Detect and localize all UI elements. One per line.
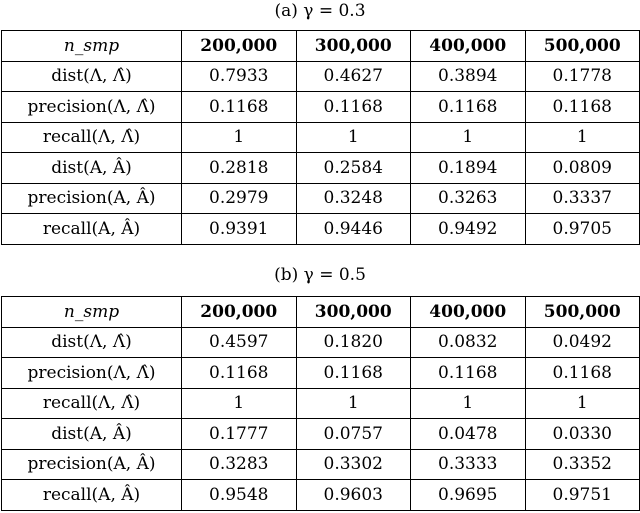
table-row — [2, 92, 640, 123]
value-cell: 0.3352 — [525, 449, 640, 480]
results-table-a — [1, 30, 640, 245]
table-row — [2, 419, 640, 450]
value-cell: 0.0478 — [411, 419, 526, 450]
row-label: recall(A, Â) — [2, 480, 182, 511]
value-cell: 0.2979 — [182, 183, 297, 214]
value-cell: 0.3894 — [411, 61, 526, 92]
table-a-caption: (a) γ = 0.3 — [274, 1, 366, 21]
table-row — [2, 183, 640, 214]
value-cell: 1 — [525, 122, 640, 153]
value-cell: 0.3263 — [411, 183, 526, 214]
results-table-b — [1, 296, 640, 511]
table-row — [2, 388, 640, 419]
value-cell: 0.0757 — [296, 419, 411, 450]
table-row — [2, 327, 640, 358]
row-label: precision(A, Â) — [2, 449, 182, 480]
value-cell: 0.1168 — [296, 92, 411, 123]
value-cell: 0.9492 — [411, 214, 526, 245]
table-row — [2, 480, 640, 511]
value-cell: 0.1168 — [411, 358, 526, 389]
row-label: dist(A, Â) — [2, 419, 182, 450]
value-cell: 0.9695 — [411, 480, 526, 511]
row-label: dist(A, Â) — [2, 153, 182, 184]
value-cell: 0.9548 — [182, 480, 297, 511]
value-cell: 0.3333 — [411, 449, 526, 480]
row-label: precision(Λ, Λ̂) — [2, 92, 182, 123]
header-sample-size: 500,000 — [525, 31, 640, 62]
table-b-caption: (b) γ = 0.5 — [274, 265, 366, 285]
value-cell: 0.9705 — [525, 214, 640, 245]
value-cell: 1 — [525, 388, 640, 419]
value-cell: 0.0492 — [525, 327, 640, 358]
table-row — [2, 61, 640, 92]
header-sample-size: 200,000 — [182, 31, 297, 62]
value-cell: 0.0809 — [525, 153, 640, 184]
header-sample-size: 200,000 — [182, 297, 297, 328]
header-sample-size: 400,000 — [411, 31, 526, 62]
value-cell: 0.0330 — [525, 419, 640, 450]
table-row — [2, 358, 640, 389]
value-cell: 0.1894 — [411, 153, 526, 184]
value-cell: 0.1168 — [525, 358, 640, 389]
value-cell: 0.9603 — [296, 480, 411, 511]
header-nsmp: n_smp — [2, 31, 182, 62]
header-sample-size: 400,000 — [411, 297, 526, 328]
value-cell: 1 — [182, 388, 297, 419]
row-label: recall(Λ, Λ̂) — [2, 122, 182, 153]
value-cell: 0.9446 — [296, 214, 411, 245]
header-sample-size: 500,000 — [525, 297, 640, 328]
value-cell: 0.4597 — [182, 327, 297, 358]
value-cell: 0.9391 — [182, 214, 297, 245]
row-label: recall(Λ, Λ̂) — [2, 388, 182, 419]
value-cell: 0.0832 — [411, 327, 526, 358]
header-sample-size: 300,000 — [296, 31, 411, 62]
value-cell: 1 — [296, 388, 411, 419]
value-cell: 0.1168 — [411, 92, 526, 123]
value-cell: 1 — [182, 122, 297, 153]
value-cell: 0.1168 — [182, 92, 297, 123]
value-cell: 0.9751 — [525, 480, 640, 511]
table-row — [2, 449, 640, 480]
value-cell: 0.3337 — [525, 183, 640, 214]
value-cell: 1 — [411, 388, 526, 419]
value-cell: 0.1168 — [182, 358, 297, 389]
value-cell: 0.3302 — [296, 449, 411, 480]
table-row — [2, 122, 640, 153]
value-cell: 1 — [296, 122, 411, 153]
header-sample-size: 300,000 — [296, 297, 411, 328]
row-label: precision(Λ, Λ̂) — [2, 358, 182, 389]
value-cell: 0.3248 — [296, 183, 411, 214]
table-row — [2, 214, 640, 245]
value-cell: 0.1168 — [525, 92, 640, 123]
row-label: dist(Λ, Λ̂) — [2, 327, 182, 358]
row-label: recall(A, Â) — [2, 214, 182, 245]
value-cell: 0.3283 — [182, 449, 297, 480]
value-cell: 0.2818 — [182, 153, 297, 184]
header-row — [2, 31, 640, 62]
value-cell: 1 — [411, 122, 526, 153]
row-label: precision(A, Â) — [2, 183, 182, 214]
value-cell: 0.4627 — [296, 61, 411, 92]
row-label: dist(Λ, Λ̂) — [2, 61, 182, 92]
value-cell: 0.1820 — [296, 327, 411, 358]
table-row — [2, 153, 640, 184]
header-nsmp: n_smp — [2, 297, 182, 328]
value-cell: 0.2584 — [296, 153, 411, 184]
value-cell: 0.7933 — [182, 61, 297, 92]
value-cell: 0.1168 — [296, 358, 411, 389]
header-row — [2, 297, 640, 328]
value-cell: 0.1777 — [182, 419, 297, 450]
value-cell: 0.1778 — [525, 61, 640, 92]
